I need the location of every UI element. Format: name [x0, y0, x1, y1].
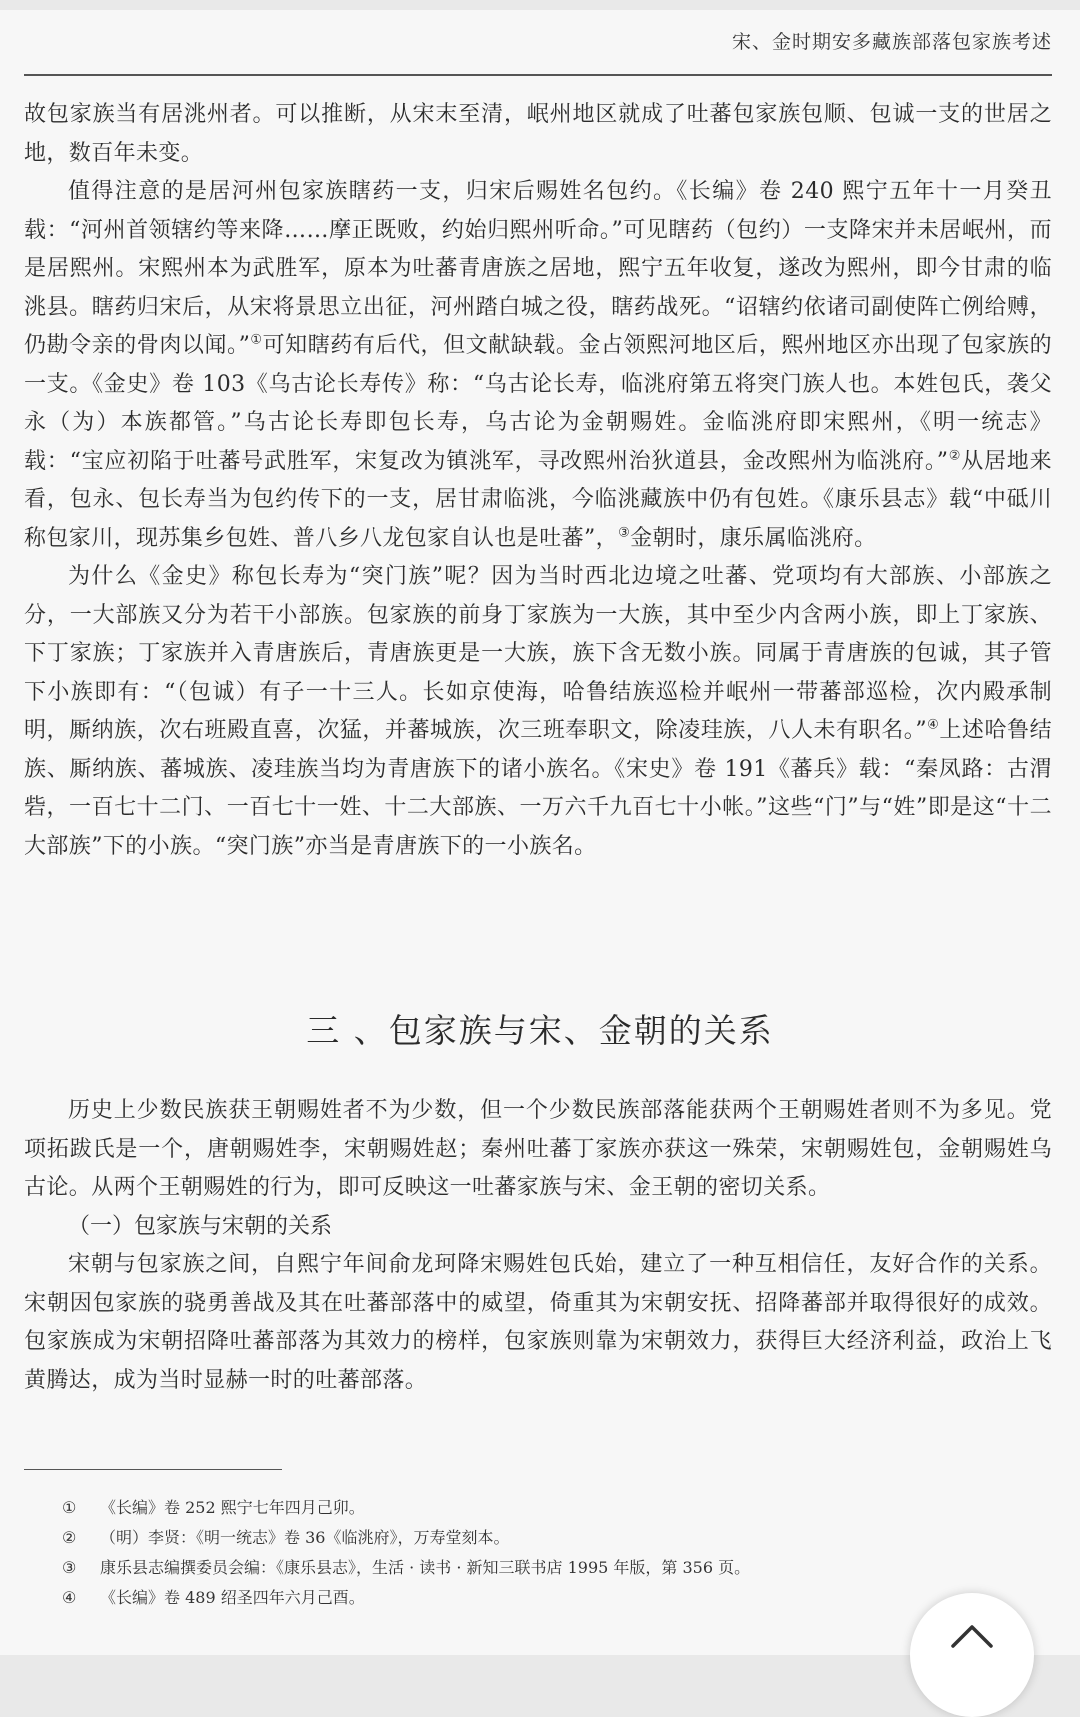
paragraph-2-part-d: 金朝时，康乐属临洮府。 [630, 525, 877, 551]
footnote-2 [62, 1523, 1052, 1553]
footnotes [62, 1493, 1052, 1613]
footnote-mark: ① [62, 1498, 77, 1517]
footnote-mark: ② [62, 1528, 77, 1547]
footnote-1 [62, 1493, 1052, 1523]
footnote-mark: ③ [62, 1558, 77, 1577]
footnote-ref-1[interactable]: ① [250, 332, 263, 348]
footnote-text: 《长编》卷 252 熙宁七年四月己卯。 [100, 1498, 365, 1517]
footnote-ref-3[interactable]: ③ [618, 525, 631, 541]
body-text [24, 96, 1052, 866]
paragraph-3-part-b: 上述哈鲁结族、厮纳族、蕃城族、凌珪族当均为青唐族下的诸小族名。《宋史》卷 191《蕃兵》载：“秦凤路：古渭砦，一百七十二门、一百七十一姓、十二大部族、一万六千九百七十小帐。”这些“门”与“姓”即是这“十二大部族”下的小族。“突门族”亦当是青唐族下的一小族名。 [24, 718, 1052, 859]
footnote-ref-2[interactable]: ② [948, 448, 962, 464]
section-body [24, 1092, 1052, 1400]
paragraph-1: 故包家族当有居洮州者。可以推断，从宋末至清，岷州地区就成了吐蕃包家族包顺、包诚一支的世居之地，数百年未变。 [24, 102, 1052, 166]
paragraph-2 [24, 173, 1052, 558]
section-title: 三 、包家族与宋、金朝的关系 [306, 1011, 774, 1050]
running-head: 宋、金时期安多藏族部落包家族考述 [24, 10, 1052, 76]
subsection-heading: （一）包家族与宋朝的关系 [68, 1213, 333, 1239]
section-paragraph-1: 历史上少数民族获王朝赐姓者不为少数，但一个少数民族部落能获两个王朝赐姓者则不为多见。党项拓跋氏是一个，唐朝赐姓李，宋朝赐姓赵；秦州吐蕃丁家族亦获这一殊荣，宋朝赐姓包，金朝赐姓乌古论。从两个王朝赐姓的行为，即可反映这一吐蕃家族与宋、金王朝的密切关系。 [24, 1098, 1052, 1200]
section-paragraph-2: 宋朝与包家族之间，自熙宁年间俞龙珂降宋赐姓包氏始，建立了一种互相信任，友好合作的关系。宋朝因包家族的骁勇善战及其在吐蕃部落中的威望，倚重其为宋朝安抚、招降蕃部并取得很好的成效。包家族成为宋朝招降吐蕃部落为其效力的榜样，包家族则靠为宋朝效力，获得巨大经济利益，政治上飞黄腾达，成为当时显赫一时的吐蕃部落。 [24, 1252, 1052, 1393]
paragraph-2-part-a: 值得注意的是居河州包家族瞎药一支，归宋后赐姓名包约。《长编》卷 240 熙宁五年十一月癸丑载：“河州首领辖约等来降……摩正既败，约始归熙州听命。”可见瞎药（包约）一支降宋并未居岷州，而是居熙州。宋熙州本为武胜军，原本为吐蕃青唐族之居地，熙宁五年收复，遂改为熙州，即今甘肃的临洮县。瞎药归宋后，从宋将景思立出征，河州踏白城之役，瞎药战死。“诏辖约依诸司副使阵亡例给赙，仍勘令亲的骨肉以闻。” [24, 179, 1052, 358]
paragraph-2-part-b: 可知瞎药有后代，但文献缺载。金占领熙河地区后，熙州地区亦出现了包家族的一支。《金史》卷 103《乌古论长寿传》称：“乌古论长寿，临洮府第五将突门族人也。本姓包氏，袭父永（为）本族都管。”乌古论长寿即包长寿，乌古论为金朝赐姓。金临洮府即宋熙州，《明一统志》载：“宝应初陷于吐蕃号武胜军，宋复改为镇洮军，寻改熙州治狄道县，金改熙州为临洮府。” [24, 333, 1052, 474]
document-page [0, 10, 1080, 1655]
chevron-up-icon [950, 1623, 994, 1649]
footnote-text: 康乐县志编撰委员会编：《康乐县志》，生活 · 读书 · 新知三联书店 1995 年版，第 356 页。 [100, 1558, 751, 1577]
footnote-text: （明）李贤：《明一统志》卷 36《临洮府》，万寿堂刻本。 [100, 1528, 510, 1547]
footnote-ref-4[interactable]: ④ [926, 717, 940, 733]
footnote-3 [62, 1553, 1052, 1583]
footnote-mark: ④ [62, 1588, 77, 1607]
paragraph-3-part-a: 为什么《金史》称包长寿为“突门族”呢？因为当时西北边境之吐蕃、党项均有大部族、小部族之分，一大部族又分为若干小部族。包家族的前身丁家族为一大族，其中至少内含两小族，即上丁家族、下丁家族；丁家族并入青唐族后，青唐族更是一大族，族下含无数小族。同属于青唐族的包诚，其子管下小族即有：“（包诚）有子一十三人。长如京使海，哈鲁结族巡检并岷州一带蕃部巡检，次内殿承制明，厮纳族，次右班殿直喜，次猛，并蕃城族，次三班奉职文，除凌珪族，八人未有职名。” [24, 564, 1052, 743]
scroll-to-top-button[interactable] [910, 1593, 1034, 1717]
paragraph-2-part-c: 从居地来看，包永、包长寿当为包约传下的一支，居甘肃临洮，今临洮藏族中仍有包姓。《康乐县志》载“中砥川称包家川，现苏集乡包姓、普八乡八龙包家自认也是吐蕃”， [24, 448, 1052, 551]
footnote-text: 《长编》卷 489 绍圣四年六月己酉。 [100, 1588, 365, 1607]
paragraph-3 [24, 558, 1052, 866]
footnote-divider [24, 1469, 282, 1470]
footnote-4 [62, 1583, 1052, 1613]
